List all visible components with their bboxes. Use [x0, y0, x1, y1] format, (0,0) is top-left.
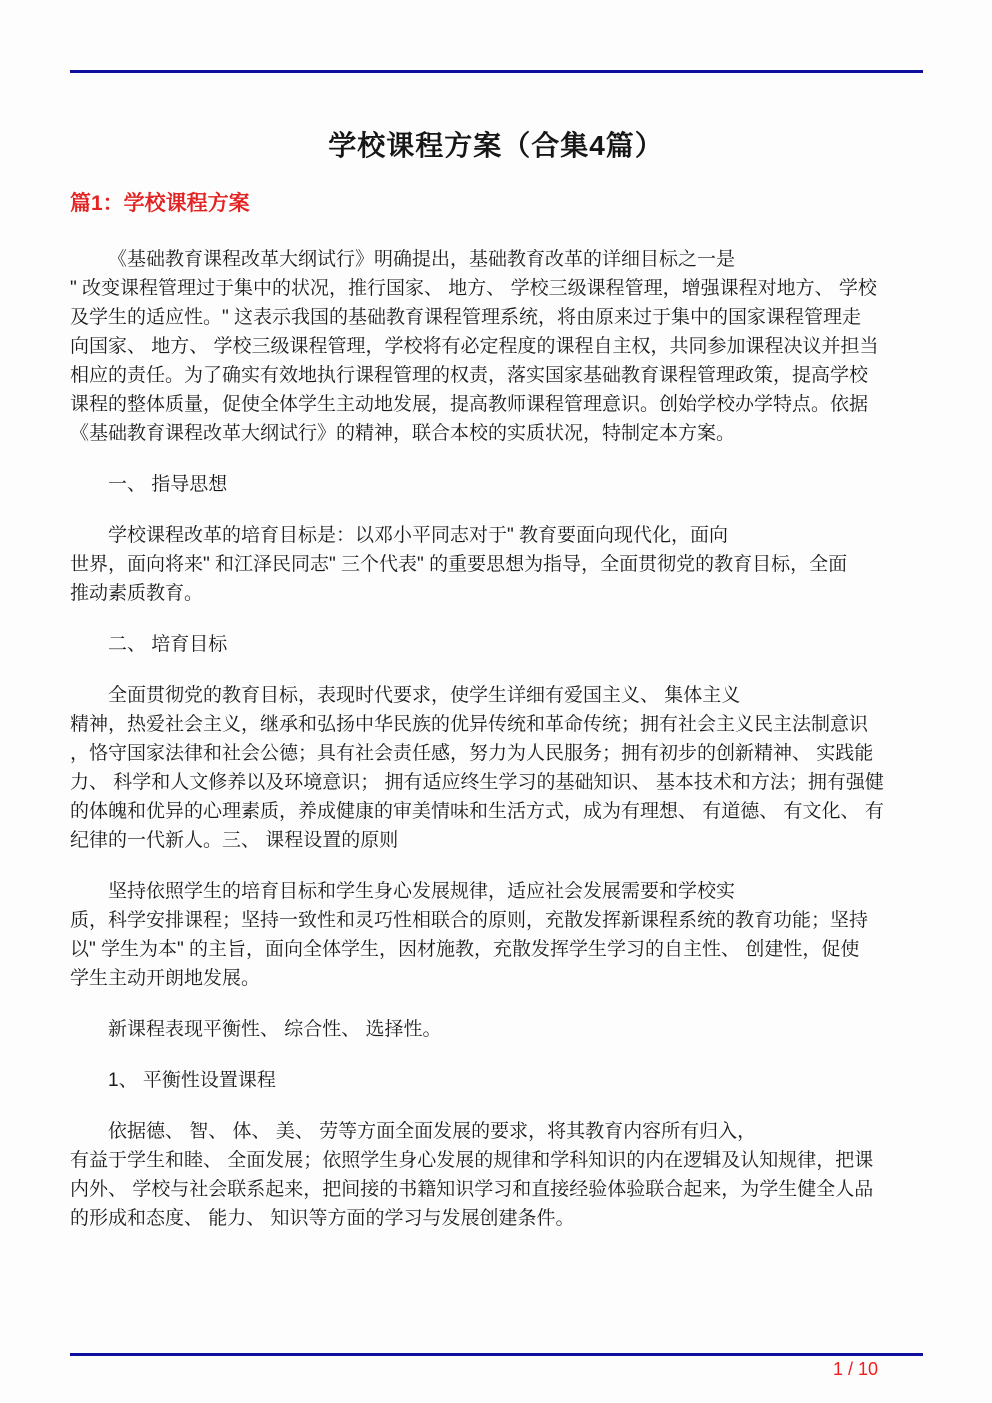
text-line: 依据德、 智、 体、 美、 劳等方面全面发展的要求，将其教育内容所有归入， — [108, 1121, 757, 1142]
text-line: 新课程表现平衡性、 综合性、 选择性。 — [108, 1019, 442, 1040]
text-line: 课程的整体质量，促使全体学生主动地发展，提高教师课程管理意识。创始学校办学特点。依据 — [70, 394, 869, 415]
document-title: 学校课程方案（合集4篇） — [328, 130, 664, 161]
paragraph — [70, 1015, 923, 1044]
text-line: 二、 培育目标 — [108, 634, 228, 655]
text-line: 坚持依照学生的培育目标和学生身心发展规律，适应社会发展需要和学校实 — [108, 881, 736, 902]
paragraph — [70, 1117, 923, 1233]
text-line: 的形成和态度、 能力、 知识等方面的学习与发展创建条件。 — [70, 1208, 575, 1229]
text-line: 《基础教育课程改革大纲试行》明确提出，基础教育改革的详细目标之一是 — [108, 249, 736, 270]
header-rule — [70, 70, 923, 73]
text-line: 力、 科学和人文修养以及环境意识； 拥有适应终生学习的基础知识、 基本技术和方法；拥有强健 — [70, 772, 884, 793]
text-line: 以" 学生为本" 的主旨，面向全体学生，因材施教，充散发挥学生学习的自主性、 创建性，促使 — [70, 939, 860, 960]
footer-rule — [70, 1353, 923, 1356]
paragraph — [70, 630, 923, 659]
text-line: 的体魄和优异的心理素质，养成健康的审美情味和生活方式，成为有理想、 有道德、 有文化、 有 — [70, 801, 884, 822]
text-line: 学生主动开朗地发展。 — [70, 968, 261, 989]
text-line: ，恪守国家法律和社会公德；具有社会责任感，努力为人民服务；拥有初步的创新精神、 实践能 — [70, 743, 874, 764]
page-number: 1 / 10 — [832, 1359, 878, 1379]
section-heading: 篇1：学校课程方案 — [70, 192, 250, 215]
text-line: 推动素质教育。 — [70, 583, 204, 604]
text-line: 内外、 学校与社会联系起来，把间接的书籍知识学习和直接经验体验联合起来，为学生健全人品 — [70, 1179, 874, 1200]
paragraph — [70, 877, 923, 993]
text-line: 相应的责任。为了确实有效地执行课程管理的权责，落实国家基础教育课程管理政策，提高学校 — [70, 365, 869, 386]
paragraph — [70, 245, 923, 448]
text-line: 学校课程改革的培育目标是：以邓小平同志对于" 教育要面向现代化，面向 — [108, 525, 729, 546]
text-line: 精神，热爱社会主义，继承和弘扬中华民族的优异传统和革命传统；拥有社会主义民主法制意识 — [70, 714, 869, 735]
text-line: 1、 平衡性设置课程 — [108, 1070, 276, 1091]
text-line: 有益于学生和睦、 全面发展；依照学生身心发展的规律和学科知识的内在逻辑及认知规律，把课 — [70, 1150, 874, 1171]
text-line: " 改变课程管理过于集中的状况，推行国家、 地方、 学校三级课程管理，增强课程对地方、 学校 — [70, 278, 877, 299]
text-line: 向国家、 地方、 学校三级课程管理，学校将有必定程度的课程自主权，共同参加课程决议并担当 — [70, 336, 879, 357]
paragraph — [70, 521, 923, 608]
text-line: 《基础教育课程改革大纲试行》的精神，联合本校的实质状况，特制定本方案。 — [70, 423, 736, 444]
text-line: 全面贯彻党的教育目标，表现时代要求，使学生详细有爱国主义、 集体主义 — [108, 685, 741, 706]
paragraph — [70, 470, 923, 499]
text-line: 纪律的一代新人。三、 课程设置的原则 — [70, 830, 399, 851]
paragraph — [70, 1066, 923, 1095]
text-line: 及学生的适应性。" 这表示我国的基础教育课程管理系统，将由原来过于集中的国家课程管理走 — [70, 307, 862, 328]
text-line: 质，科学安排课程；坚持一致性和灵巧性相联合的原则，充散发挥新课程系统的教育功能；坚持 — [70, 910, 869, 931]
document-body — [70, 245, 923, 1255]
text-line: 一、 指导思想 — [108, 474, 228, 495]
text-line: 世界，面向将来" 和江泽民同志" 三个代表" 的重要思想为指导，全面贯彻党的教育目标，全面 — [70, 554, 848, 575]
paragraph — [70, 681, 923, 855]
